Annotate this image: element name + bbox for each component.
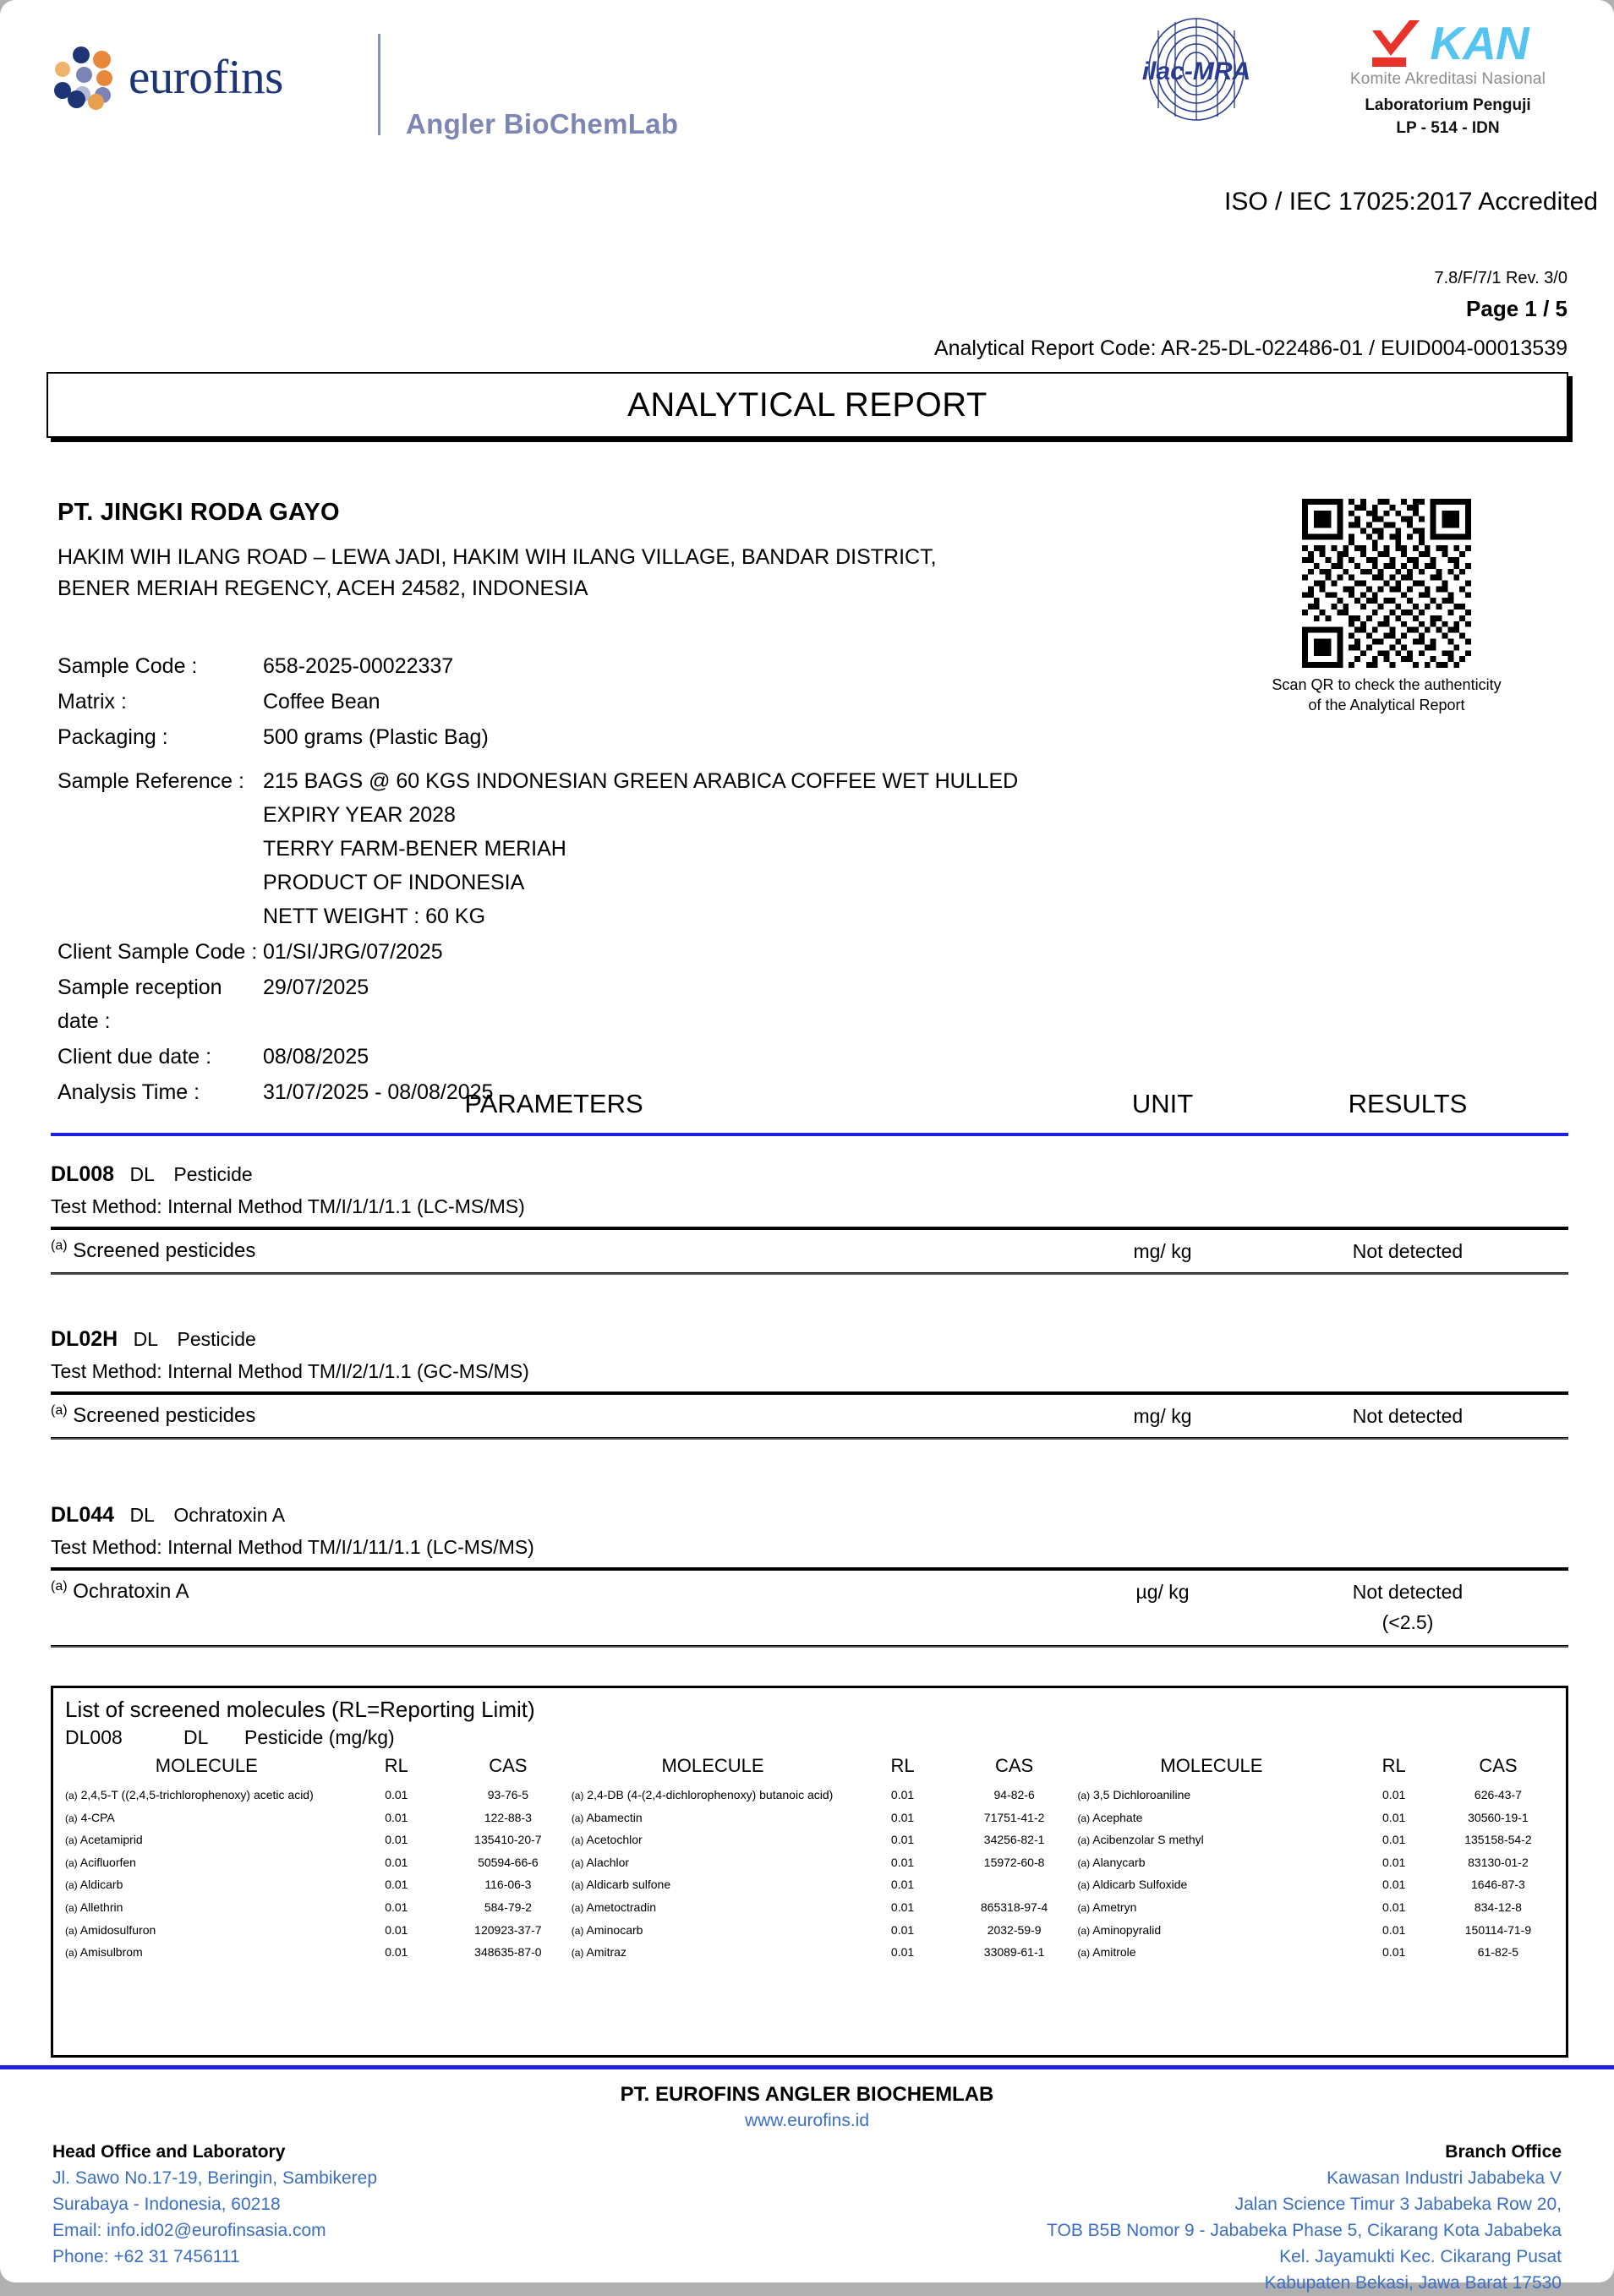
eurofins-molecule-icon <box>52 46 117 107</box>
result-marker: (a) <box>51 1238 68 1253</box>
cas-cell: 584-79-2 <box>484 1900 532 1914</box>
test-code: DL02H <box>51 1327 118 1351</box>
molecule-cell: (a) 2,4,5-T ((2,4,5-trichlorophenoxy) acetic acid) <box>65 1788 314 1801</box>
head-office-email[interactable]: Email: info.id02@eurofinsasia.com <box>52 2221 326 2241</box>
cas-cell: 61-82-5 <box>1477 1945 1519 1960</box>
molecules-title: List of screened molecules (RL=Reporting Limit) <box>65 1697 535 1722</box>
field-row <box>57 649 1241 683</box>
molecule-col-header: MOLECULE <box>155 1755 258 1776</box>
result-value: Not detected <box>1352 1405 1464 1427</box>
branch-office-line: Kabupaten Bekasi, Jawa Barat 17530 <box>1264 2273 1562 2293</box>
footer-branch-office <box>1047 2139 1562 2296</box>
cas-cell: 83130-01-2 <box>1468 1855 1529 1869</box>
molecule-cell: (a) Amidosulfuron <box>65 1922 156 1937</box>
field-row <box>57 720 1241 754</box>
result-row <box>51 1230 1568 1272</box>
report-code-line: Analytical Report Code: AR-25-DL-022486-01 / EUID004-00013539 <box>933 336 1567 360</box>
field-row <box>57 970 1241 1038</box>
client-address-line-1: HAKIM WIH ILANG ROAD – LEWA JADI, HAKIM WIH ILANG VILLAGE, BANDAR DISTRICT, <box>57 545 937 569</box>
field-label: Matrix : <box>57 690 127 713</box>
branch-office-title: Branch Office <box>1445 2142 1562 2162</box>
result-name: Ochratoxin A <box>73 1580 189 1603</box>
molecule-cell: (a) Acetamiprid <box>65 1833 143 1847</box>
test-block-heading <box>51 1503 1568 1528</box>
test-block-dl044 <box>51 1503 1568 1648</box>
cas-cell: 34256-82-1 <box>983 1833 1045 1847</box>
field-label: Sample reception date : <box>57 976 222 1033</box>
rl-cell: 0.01 <box>890 1833 915 1847</box>
molecule-cell: (a) Amitrole <box>1077 1945 1136 1960</box>
rl-cell: 0.01 <box>385 1945 408 1960</box>
test-name: Pesticide <box>173 1163 253 1185</box>
cas-cell: 1646-87-3 <box>1471 1878 1525 1892</box>
kan-lab-label: Laboratorium Penguji <box>1365 96 1531 114</box>
cas-cell: 2032-59-9 <box>987 1922 1042 1937</box>
molecule-col-header: MOLECULE <box>661 1755 764 1776</box>
results-header-rule <box>51 1133 1568 1136</box>
cas-cell: 15972-60-8 <box>983 1855 1045 1869</box>
molecule-cell: (a) Amisulbrom <box>65 1945 143 1960</box>
field-value: 500 grams (Plastic Bag) <box>263 725 489 749</box>
result-marker: (a) <box>51 1579 68 1594</box>
molecule-cell: (a) Aldicarb <box>65 1878 123 1892</box>
branch-office-line: Kel. Jayamukti Kec. Cikarang Pusat <box>1279 2247 1562 2267</box>
head-office-phone: Phone: +62 31 7456111 <box>52 2247 240 2267</box>
rl-cell: 0.01 <box>1382 1810 1406 1824</box>
field-label: Sample Reference : <box>57 769 244 793</box>
kan-subtitle: Komite Akreditasi Nasional <box>1349 70 1546 88</box>
result-value: Not detected <box>1352 1581 1464 1603</box>
rl-cell: 0.01 <box>385 1788 408 1801</box>
table-row <box>65 1941 1554 1964</box>
molecule-cell: (a) Abamectin <box>571 1810 643 1824</box>
result-unit: mg/ kg <box>1133 1240 1192 1262</box>
result-unit: mg/ kg <box>1133 1405 1192 1427</box>
molecule-cell: (a) 2,4-DB (4-(2,4-dichlorophenoxy) butanoic acid) <box>571 1788 834 1801</box>
client-address-line-2: BENER MERIAH REGENCY, ACEH 24582, INDONESIA <box>57 577 588 600</box>
field-row <box>57 935 1241 969</box>
cas-col-header: CAS <box>994 1755 1034 1776</box>
molecule-cell: (a) Aldicarb sulfone <box>571 1878 671 1892</box>
test-block-heading <box>51 1162 1568 1187</box>
result-row <box>51 1571 1568 1645</box>
ilac-mra-text: ilac-MRA <box>1141 57 1251 85</box>
rl-col-header: RL <box>1381 1755 1406 1776</box>
sample-reference-values <box>263 764 1018 933</box>
cas-cell: 834-12-8 <box>1474 1900 1522 1914</box>
molecule-cell: (a) Alachlor <box>571 1855 630 1869</box>
rl-col-header: RL <box>890 1755 915 1776</box>
page-number: Page 1 / 5 <box>1466 296 1567 321</box>
qr-caption-line-1: Scan QR to check the authenticity <box>1272 676 1502 693</box>
cas-cell: 122-88-3 <box>484 1810 532 1824</box>
field-value: 658-2025-00022337 <box>263 654 454 678</box>
molecule-cell: (a) Amitraz <box>571 1945 626 1960</box>
cas-col-header: CAS <box>489 1755 528 1776</box>
result-name: Screened pesticides <box>73 1404 256 1427</box>
branch-office-line: Kawasan Industri Jababeka V <box>1327 2168 1562 2189</box>
rl-col-header: RL <box>384 1755 408 1776</box>
molecule-cell: (a) Ametryn <box>1077 1900 1137 1914</box>
iso-accreditation-line: ISO / IEC 17025:2017 Accredited <box>1224 188 1598 216</box>
test-name: Pesticide <box>177 1328 256 1350</box>
head-office-title: Head Office and Laboratory <box>52 2142 286 2162</box>
result-value: Not detected <box>1352 1240 1464 1262</box>
cas-cell: 626-43-7 <box>1474 1788 1522 1801</box>
field-value: 29/07/2025 <box>263 976 369 999</box>
table-row <box>65 1896 1554 1919</box>
cas-cell: 93-76-5 <box>487 1788 529 1801</box>
rl-cell: 0.01 <box>1382 1833 1406 1847</box>
molecule-cell: (a) Aminopyralid <box>1077 1922 1162 1937</box>
report-title-box <box>47 372 1568 438</box>
kan-lp-number: LP - 514 - IDN <box>1396 119 1500 137</box>
form-revision-line: 7.8/F/7/1 Rev. 3/0 <box>1434 269 1567 287</box>
test-name: Ochratoxin A <box>173 1504 286 1526</box>
cas-col-header: CAS <box>1479 1755 1518 1776</box>
table-row <box>65 1807 1554 1829</box>
reference-line: PRODUCT OF INDONESIA <box>263 871 525 894</box>
page-title: ANALYTICAL REPORT <box>627 385 988 424</box>
rl-cell: 0.01 <box>385 1833 408 1847</box>
cas-cell: 116-06-3 <box>484 1878 532 1892</box>
molecule-cell: (a) Acibenzolar S methyl <box>1077 1833 1204 1847</box>
result-value-secondary: (<2.5) <box>1381 1611 1434 1633</box>
reference-line: EXPIRY YEAR 2028 <box>263 803 456 827</box>
cas-cell: 33089-61-1 <box>983 1945 1045 1960</box>
field-value: Coffee Bean <box>263 690 380 713</box>
column-header-parameters: PARAMETERS <box>464 1089 643 1118</box>
test-block-heading <box>51 1327 1568 1352</box>
row-rule <box>51 1272 1568 1275</box>
molecule-cell: (a) Alanycarb <box>1077 1855 1146 1869</box>
ilac-mra-logo <box>1116 17 1277 118</box>
field-value: 01/SI/JRG/07/2025 <box>263 940 443 964</box>
eurofins-wordmark: eurofins <box>129 50 283 104</box>
qr-code-block <box>1272 499 1502 716</box>
rl-cell: 0.01 <box>890 1922 915 1937</box>
molecules-subheading <box>65 1726 1554 1749</box>
rl-cell: 0.01 <box>1382 1945 1406 1960</box>
rl-cell: 0.01 <box>385 1855 408 1869</box>
logo-divider <box>378 34 380 135</box>
field-row <box>57 1040 1241 1074</box>
molecule-cell: (a) Aminocarb <box>571 1922 643 1937</box>
table-row <box>65 1851 1554 1874</box>
reference-line: 215 BAGS @ 60 KGS INDONESIAN GREEN ARABICA COFFEE WET HULLED <box>263 769 1019 793</box>
cas-cell: 30560-19-1 <box>1468 1810 1529 1824</box>
result-marker: (a) <box>51 1403 68 1418</box>
field-label: Client Sample Code : <box>57 940 258 964</box>
reference-line: NETT WEIGHT : 60 KG <box>263 905 486 928</box>
test-dl-label: DL <box>133 1328 159 1350</box>
test-code: DL008 <box>51 1162 115 1186</box>
screened-molecules-box <box>51 1686 1568 2058</box>
cas-cell: 348635-87-0 <box>474 1945 542 1960</box>
column-header-results: RESULTS <box>1348 1089 1468 1118</box>
rl-cell: 0.01 <box>1382 1900 1406 1914</box>
molecule-cell: (a) 3,5 Dichloroaniline <box>1077 1788 1191 1801</box>
rl-cell: 0.01 <box>890 1810 915 1824</box>
row-rule <box>51 1437 1568 1440</box>
rl-cell: 0.01 <box>1382 1788 1406 1801</box>
result-parameter-name <box>51 1238 255 1263</box>
cas-cell <box>951 1873 1078 1896</box>
result-name: Screened pesticides <box>73 1239 256 1262</box>
head-office-line: Surabaya - Indonesia, 60218 <box>52 2195 281 2215</box>
rl-cell: 0.01 <box>890 1900 915 1914</box>
reference-line: TERRY FARM-BENER MERIAH <box>263 837 566 861</box>
test-dl-label: DL <box>129 1163 155 1185</box>
field-row <box>57 685 1241 719</box>
sample-details <box>57 649 1241 1111</box>
test-method: Test Method: Internal Method TM/I/1/1/1.1 (LC-MS/MS) <box>51 1195 525 1217</box>
kan-logo <box>1298 16 1598 138</box>
row-rule <box>51 1645 1568 1648</box>
test-method: Test Method: Internal Method TM/I/2/1/1.1 (GC-MS/MS) <box>51 1360 529 1382</box>
field-label: Packaging : <box>57 725 168 749</box>
molecules-table <box>65 1754 1554 1964</box>
rl-cell: 0.01 <box>1382 1878 1406 1892</box>
branch-office-line: TOB B5B Nomor 9 - Jababeka Phase 5, Cikarang Kota Jababeka <box>1047 2221 1562 2241</box>
field-label: Sample Code : <box>57 654 198 678</box>
table-row <box>65 1919 1554 1942</box>
molecule-cell: (a) Allethrin <box>65 1900 123 1914</box>
footer-company-name: PT. EUROFINS ANGLER BIOCHEMLAB <box>620 2083 994 2106</box>
molecule-cell: (a) Acetochlor <box>571 1833 643 1847</box>
test-block-dl02h <box>51 1327 1568 1440</box>
cas-cell: 71751-41-2 <box>983 1810 1045 1824</box>
molecule-cell: (a) Ametoctradin <box>571 1900 656 1914</box>
cas-cell: 135158-54-2 <box>1464 1833 1532 1847</box>
result-row <box>51 1395 1568 1437</box>
cas-cell: 150114-71-9 <box>1464 1922 1532 1937</box>
rl-cell: 0.01 <box>1382 1922 1406 1937</box>
sample-reference-row <box>57 764 1241 933</box>
field-label: Analysis Time : <box>57 1080 200 1104</box>
footer-head-office <box>52 2139 377 2270</box>
molecules-test-name: Pesticide (mg/kg) <box>244 1726 395 1748</box>
molecule-cell: (a) Aldicarb Sulfoxide <box>1077 1878 1188 1892</box>
head-office-line: Jl. Sawo No.17-19, Beringin, Sambikerep <box>52 2168 378 2189</box>
table-row <box>65 1873 1554 1896</box>
cas-cell: 50594-66-6 <box>478 1855 539 1869</box>
field-label: Client due date : <box>57 1045 212 1069</box>
rl-cell: 0.01 <box>385 1810 408 1824</box>
page-header <box>0 0 1614 254</box>
rl-cell: 0.01 <box>890 1788 915 1801</box>
field-value: 31/07/2025 - 08/08/2025 <box>263 1080 494 1104</box>
rl-cell: 0.01 <box>385 1900 408 1914</box>
test-block-dl008 <box>51 1162 1568 1275</box>
molecule-cell: (a) 4-CPA <box>65 1810 115 1824</box>
molecule-col-header: MOLECULE <box>1160 1755 1263 1776</box>
molecule-cell: (a) Acifluorfen <box>65 1855 136 1869</box>
result-unit: µg/ kg <box>1135 1581 1190 1603</box>
sub-brand-label: Angler BioChemLab <box>406 108 679 139</box>
kan-wordmark: KAN <box>1430 16 1529 69</box>
table-row <box>65 1829 1554 1851</box>
rl-cell: 0.01 <box>890 1878 915 1892</box>
molecules-dl-label: DL <box>183 1726 209 1748</box>
rl-cell: 0.01 <box>385 1878 408 1892</box>
molecules-test-code: DL008 <box>65 1726 123 1748</box>
footer-rule <box>0 2065 1614 2069</box>
field-value: 08/08/2025 <box>263 1045 369 1069</box>
eurofins-logo <box>52 46 283 107</box>
qr-caption <box>1243 675 1530 716</box>
kan-check-icon <box>1367 19 1428 68</box>
qr-caption-line-2: of the Analytical Report <box>1308 697 1465 714</box>
molecules-table-body <box>65 1784 1554 1964</box>
client-name: PT. JINGKI RODA GAYO <box>57 499 340 526</box>
molecules-header-row <box>65 1754 1554 1784</box>
table-row <box>65 1784 1554 1807</box>
molecule-cell: (a) Acephate <box>1077 1810 1143 1824</box>
test-code: DL044 <box>51 1503 115 1527</box>
rl-cell: 0.01 <box>890 1855 915 1869</box>
cas-cell: 94-82-6 <box>993 1788 1035 1801</box>
test-method: Test Method: Internal Method TM/I/1/11/1.1 (LC-MS/MS) <box>51 1536 534 1558</box>
result-parameter-name <box>51 1403 255 1428</box>
cas-cell: 120923-37-7 <box>474 1922 542 1937</box>
branch-office-line: Jalan Science Timur 3 Jababeka Row 20, <box>1234 2195 1562 2215</box>
column-header-unit: UNIT <box>1131 1089 1194 1118</box>
footer-website-link[interactable]: www.eurofins.id <box>744 2111 870 2130</box>
cas-cell: 865318-97-4 <box>980 1900 1048 1914</box>
results-table-header <box>51 1089 1568 1129</box>
result-parameter-name <box>51 1579 189 1604</box>
rl-cell: 0.01 <box>1382 1855 1406 1869</box>
cas-cell: 135410-20-7 <box>474 1833 542 1847</box>
qr-code-icon <box>1302 499 1471 668</box>
rl-cell: 0.01 <box>385 1922 408 1937</box>
test-dl-label: DL <box>129 1504 155 1526</box>
rl-cell: 0.01 <box>890 1945 915 1960</box>
